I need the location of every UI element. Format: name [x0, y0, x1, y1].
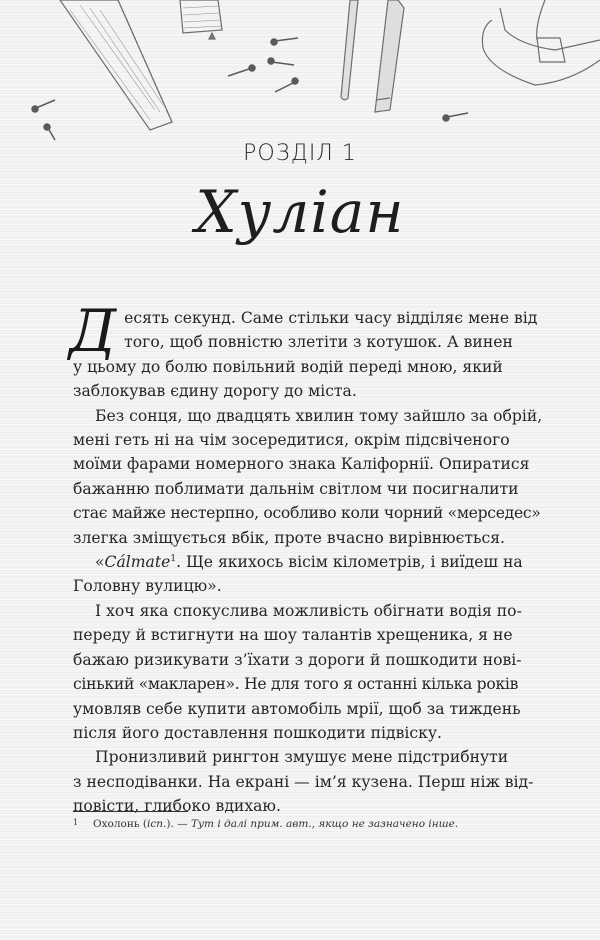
text-line: есять секунд. Саме стільки часу відділяє мене від	[124, 309, 538, 327]
chapter-body	[69, 297, 543, 819]
hard-hat-icon	[482, 0, 600, 85]
chapter-title: Хуліан	[195, 178, 405, 246]
footnote-number: 1	[73, 818, 79, 827]
tools-illustration	[0, 0, 600, 150]
text-line: І хоч яка спокуслива можливість обігнати водія по-	[95, 601, 522, 620]
paragraph-2	[73, 404, 543, 550]
text-line: бажаю ризикувати з’їхати з дороги й пошкодити нові-	[73, 650, 522, 669]
footnote-note: Тут і далі прим. авт., якщо не зазначено інше.	[190, 818, 459, 830]
footnote-divider	[73, 811, 188, 812]
text-line: бажанню поблимати дальнім світлом чи посигналити	[73, 479, 519, 498]
paragraph-4	[73, 599, 522, 745]
text-line: сінький «макларен». Не для того я останні кілька років	[73, 675, 519, 694]
text-line: Без сонця, що двадцять хвилин тому зайшло за обрій,	[95, 406, 543, 425]
drop-cap: Д	[69, 297, 117, 365]
paragraph-3	[73, 550, 523, 599]
text-line: заблокував єдину дорогу до міста.	[73, 382, 357, 401]
text-line: злегка зміщується вбік, проте вчасно вирівнюється.	[73, 528, 505, 547]
footnote: 1 Охолонь (ісп.). — Тут і далі прим. авт., якщо не зазначено інше.	[73, 818, 459, 830]
chisel-icon	[375, 0, 404, 112]
text-line: мені геть ні на чім зосередитися, окрім підсвіченого	[73, 431, 510, 450]
chapter-label: РОЗДІЛ 1	[243, 141, 357, 166]
wood-block-icon	[180, 0, 222, 39]
text-line: того, щоб повністю злетіти з котушок. А винен	[124, 333, 513, 352]
text-line: з несподіванки. На екрані — ім’я кузена. Перш ніж від-	[73, 772, 534, 791]
spanish-word: Cálmate	[104, 553, 171, 572]
text-line: умовляв себе купити автомобіль мрії, щоб за тиждень	[73, 699, 521, 718]
text-line: «Cálmate$^1$. Ще якихось вісім кілометрів, і виїдеш на	[95, 553, 523, 572]
text-line: Головну вулицю».	[73, 577, 222, 596]
paragraph-1	[69, 297, 538, 404]
text-line: після його доставлення пошкодити підвіску.	[73, 723, 442, 742]
text-line: Пронизливий рингтон змушує мене підстрибнути	[95, 748, 509, 767]
saw-icon	[60, 0, 172, 130]
file-tool-icon	[341, 0, 358, 100]
text-line: стає майже нестерпно, особливо коли чорний «мерседес»	[73, 504, 541, 523]
text-line: переду й встигнути на шоу талантів хрещеника, я не	[73, 626, 513, 645]
paragraph-5	[73, 745, 534, 818]
text-line: повісти, глибоко вдихаю.	[73, 797, 281, 816]
text-line: у цьому до болю повільний водій переді мною, який	[73, 357, 503, 376]
footnote-ref[interactable]: 1	[170, 553, 177, 564]
text-line: моїми фарами номерного знака Каліфорнії. Опиратися	[73, 455, 530, 474]
